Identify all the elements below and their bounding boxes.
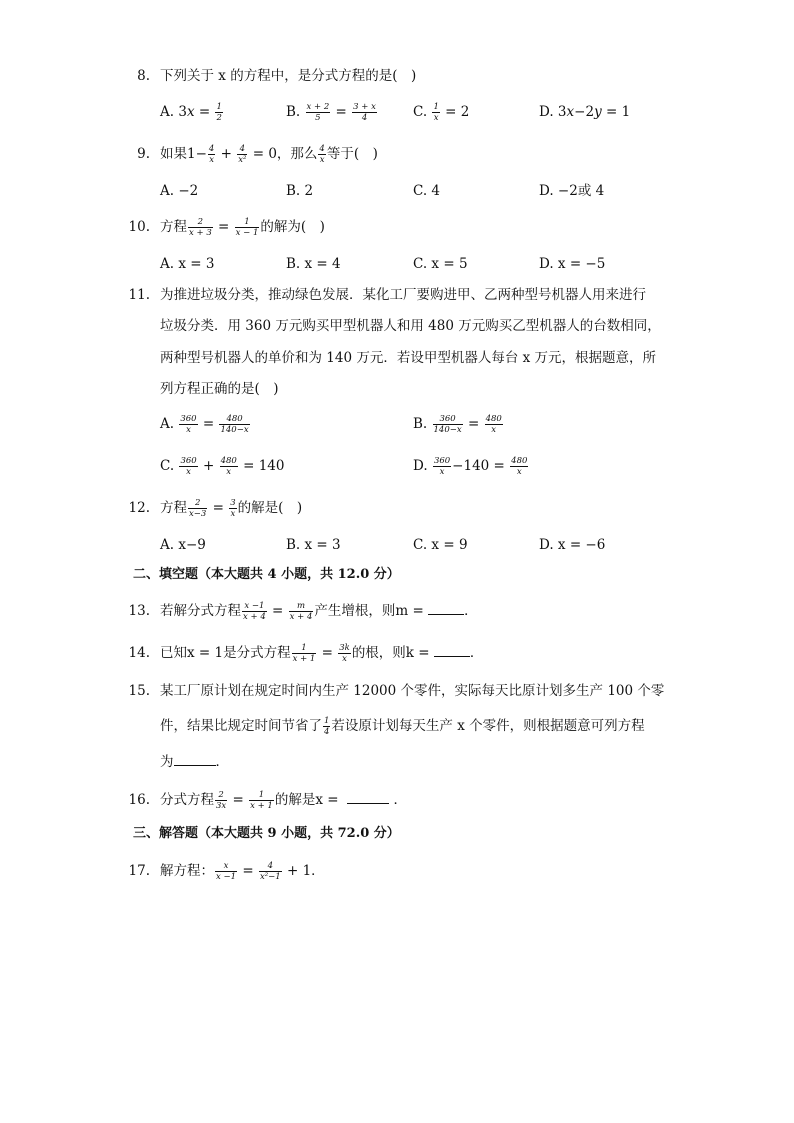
question-number: 8. bbox=[137, 68, 150, 84]
option-b[interactable]: B. x = 4 bbox=[286, 256, 341, 272]
question-number: 14. bbox=[128, 645, 150, 661]
option-a[interactable]: A. x−9 bbox=[160, 537, 206, 553]
question-stem: 若解分式方程 $\frac{x -1}{x + 4}$ = $\frac{m}{x + 4}$ 产生增根，则m = ． bbox=[160, 601, 478, 622]
option-b[interactable]: B. $\frac{x + 2}{5}$ = $\frac{3 + x}{4}$ bbox=[286, 102, 376, 123]
option-a[interactable]: A. x = 3 bbox=[160, 256, 215, 272]
option-label: D. bbox=[413, 458, 428, 474]
answer-blank[interactable] bbox=[347, 791, 389, 804]
question-stem: 下列关于 x 的方程中，是分式方程的是( ) bbox=[160, 68, 417, 84]
question-number: 9. bbox=[137, 146, 150, 162]
option-c[interactable]: C. x = 9 bbox=[413, 537, 468, 553]
question-number: 11. bbox=[128, 287, 150, 303]
option-c[interactable]: C. $\frac{360}{x}$ + $\frac{480}{x}$ = 140 bbox=[160, 456, 285, 477]
answer-blank[interactable] bbox=[174, 753, 216, 766]
option-a[interactable]: A. 3x = $\frac{1}{2}$ bbox=[160, 102, 222, 123]
question-stem: 已知x = 1是分式方程 $\frac{1}{x + 1}$ = $\frac{3k}{x}$ 的根，则k = ． bbox=[160, 643, 484, 664]
option-c[interactable]: C. 4 bbox=[413, 183, 441, 199]
section-heading: 二、填空题（本大题共 4 小题，共 12.0 分） bbox=[133, 567, 400, 582]
question-line: 垃圾分类．用 360 万元购买甲型机器人和用 480 万元购买乙型机器人的台数相同， bbox=[160, 318, 661, 334]
question-number: 17. bbox=[128, 863, 150, 879]
question-number: 10. bbox=[128, 219, 150, 235]
option-d[interactable]: D. x = −6 bbox=[539, 537, 606, 553]
option-label: A. bbox=[160, 104, 175, 120]
option-d[interactable]: D. x = −5 bbox=[539, 256, 606, 272]
question-line: 两种型号机器人的单价和为 140 万元．若设甲型机器人每台 x 万元，根据题意，所 bbox=[160, 350, 657, 366]
option-label: C. bbox=[413, 104, 428, 120]
question-stem: 方程 $\frac{2}{x + 3}$ = $\frac{1}{x - 1}$ 的解为( ) bbox=[160, 217, 325, 238]
option-d[interactable]: D. $\frac{360}{x}$ −140 = $\frac{480}{x}$ bbox=[413, 456, 528, 477]
option-label: B. bbox=[413, 416, 428, 432]
question-stem: 方程 $\frac{2}{x-3}$ = $\frac{3}{x}$ 的解是( ) bbox=[160, 498, 303, 519]
option-label: D. bbox=[539, 104, 554, 120]
question-number: 16. bbox=[128, 792, 150, 808]
option-label: C. bbox=[160, 458, 175, 474]
option-a[interactable]: A. $\frac{360}{x}$ = $\frac{480}{140-x}$ bbox=[160, 414, 249, 435]
answer-blank[interactable] bbox=[428, 602, 464, 615]
question-stem: 解方程： $\frac{x}{x -1}$ = $\frac{4}{\text{x²−1}}$ + 1． bbox=[160, 861, 325, 882]
question-line: 列方程正确的是( ) bbox=[160, 381, 279, 397]
question-stem: 分式方程 $\frac{2}{3x}$ = $\frac{1}{x + 1}$ 的解是x = ． bbox=[160, 790, 407, 811]
question-number: 12. bbox=[128, 500, 150, 516]
option-b[interactable]: B. $\frac{360}{140-x}$ = $\frac{480}{x}$ bbox=[413, 414, 502, 435]
option-b[interactable]: B. x = 3 bbox=[286, 537, 341, 553]
question-line: 为 ． bbox=[160, 754, 229, 770]
option-a[interactable]: A. −2 bbox=[160, 183, 199, 199]
answer-blank[interactable] bbox=[434, 644, 470, 657]
question-line: 某工厂原计划在规定时间内生产 12000 个零件，实际每天比原计划多生产 100 个零 bbox=[160, 683, 665, 699]
option-b[interactable]: B. 2 bbox=[286, 183, 314, 199]
question-number: 15. bbox=[128, 683, 150, 699]
option-label: A. bbox=[160, 416, 175, 432]
question-line: 为推进垃圾分类，推动绿色发展．某化工厂要购进甲、乙两种型号机器人用来进行 bbox=[160, 287, 646, 303]
option-c[interactable]: C. $\frac{1}{x}$ = 2 bbox=[413, 102, 470, 123]
section-heading: 三、解答题（本大题共 9 小题，共 72.0 分） bbox=[133, 826, 400, 841]
option-label: B. bbox=[286, 104, 301, 120]
question-line: 件，结果比规定时间节省了 $\frac{1}{4}$ 若设原计划每天生产 x 个零件，则根据题意可列方程 bbox=[160, 716, 645, 737]
question-number: 13. bbox=[128, 603, 150, 619]
option-d[interactable]: D. −2或 4 bbox=[539, 183, 605, 199]
question-stem: 如果1− $\frac{4}{x}$ + $\frac{4}{\text{x²}}$ = 0，那么 $\frac{4}{x}$ 等于( ) bbox=[160, 144, 378, 165]
option-c[interactable]: C. x = 5 bbox=[413, 256, 468, 272]
option-d[interactable]: D. 3x−2y = 1 bbox=[539, 104, 631, 120]
